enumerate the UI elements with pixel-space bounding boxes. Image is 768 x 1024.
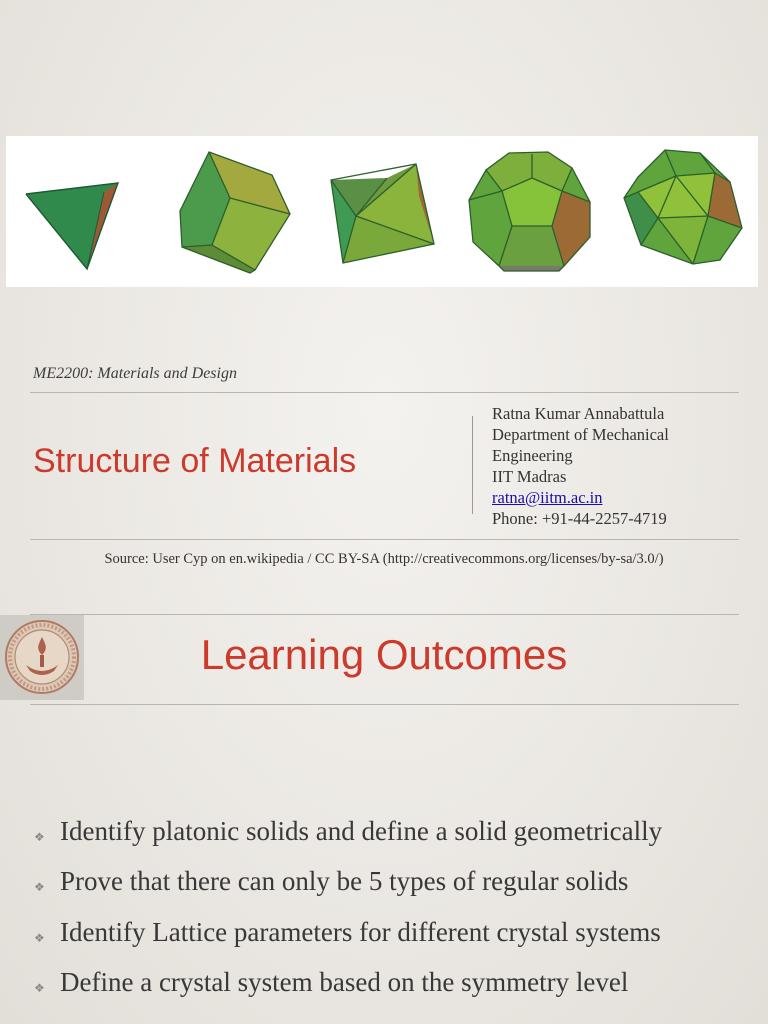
dodecahedron-icon: [462, 136, 598, 287]
vertical-divider: [472, 416, 473, 514]
author-phone: Phone: +91-44-2257-4719: [492, 509, 667, 528]
diamond-bullet-icon: ❖: [34, 980, 45, 995]
octahedron-icon: [324, 136, 444, 287]
cube-icon: [172, 136, 302, 287]
header-rule-bottom: [30, 704, 739, 705]
diamond-bullet-icon: ❖: [34, 930, 45, 945]
diamond-bullet-icon: ❖: [34, 830, 45, 844]
author-institute: IIT Madras: [492, 467, 567, 486]
diamond-bullet-icon: ❖: [34, 880, 45, 895]
image-source-credit: Source: User Cyp on en.wikipedia / CC BY-SA (http://creativecommons.org/licenses/by-sa/3.0/): [104, 551, 664, 567]
author-email-link[interactable]: ratna@iitm.ac.in: [492, 488, 603, 507]
header-rule-top: [30, 614, 739, 615]
icosahedron-icon: [618, 136, 754, 287]
author-department: Department of Mechanical: [492, 425, 669, 444]
author-block: [492, 403, 669, 529]
course-name: ME2200: Materials and Design: [33, 365, 237, 382]
author-department-cont: Engineering: [492, 446, 573, 465]
platonic-solids-image: [6, 136, 758, 287]
author-name: Ratna Kumar Annabattula: [492, 404, 665, 423]
tetrahedron-icon: [20, 136, 130, 287]
slide-title: Learning Outcomes: [200, 631, 568, 678]
learning-outcomes-slide: Learning Outcomes ❖ Identify platonic solids and define a solid geometrically ❖ Prove that there can only be 5 types of regular solids ❖ Identify Lattice parameters for different crystal systems ❖ Define a crystal system based on the symmetry level: [0, 600, 768, 1024]
presentation-title: Structure of Materials: [33, 442, 357, 480]
divider-bottom: [30, 539, 739, 540]
divider-top: [30, 392, 739, 393]
